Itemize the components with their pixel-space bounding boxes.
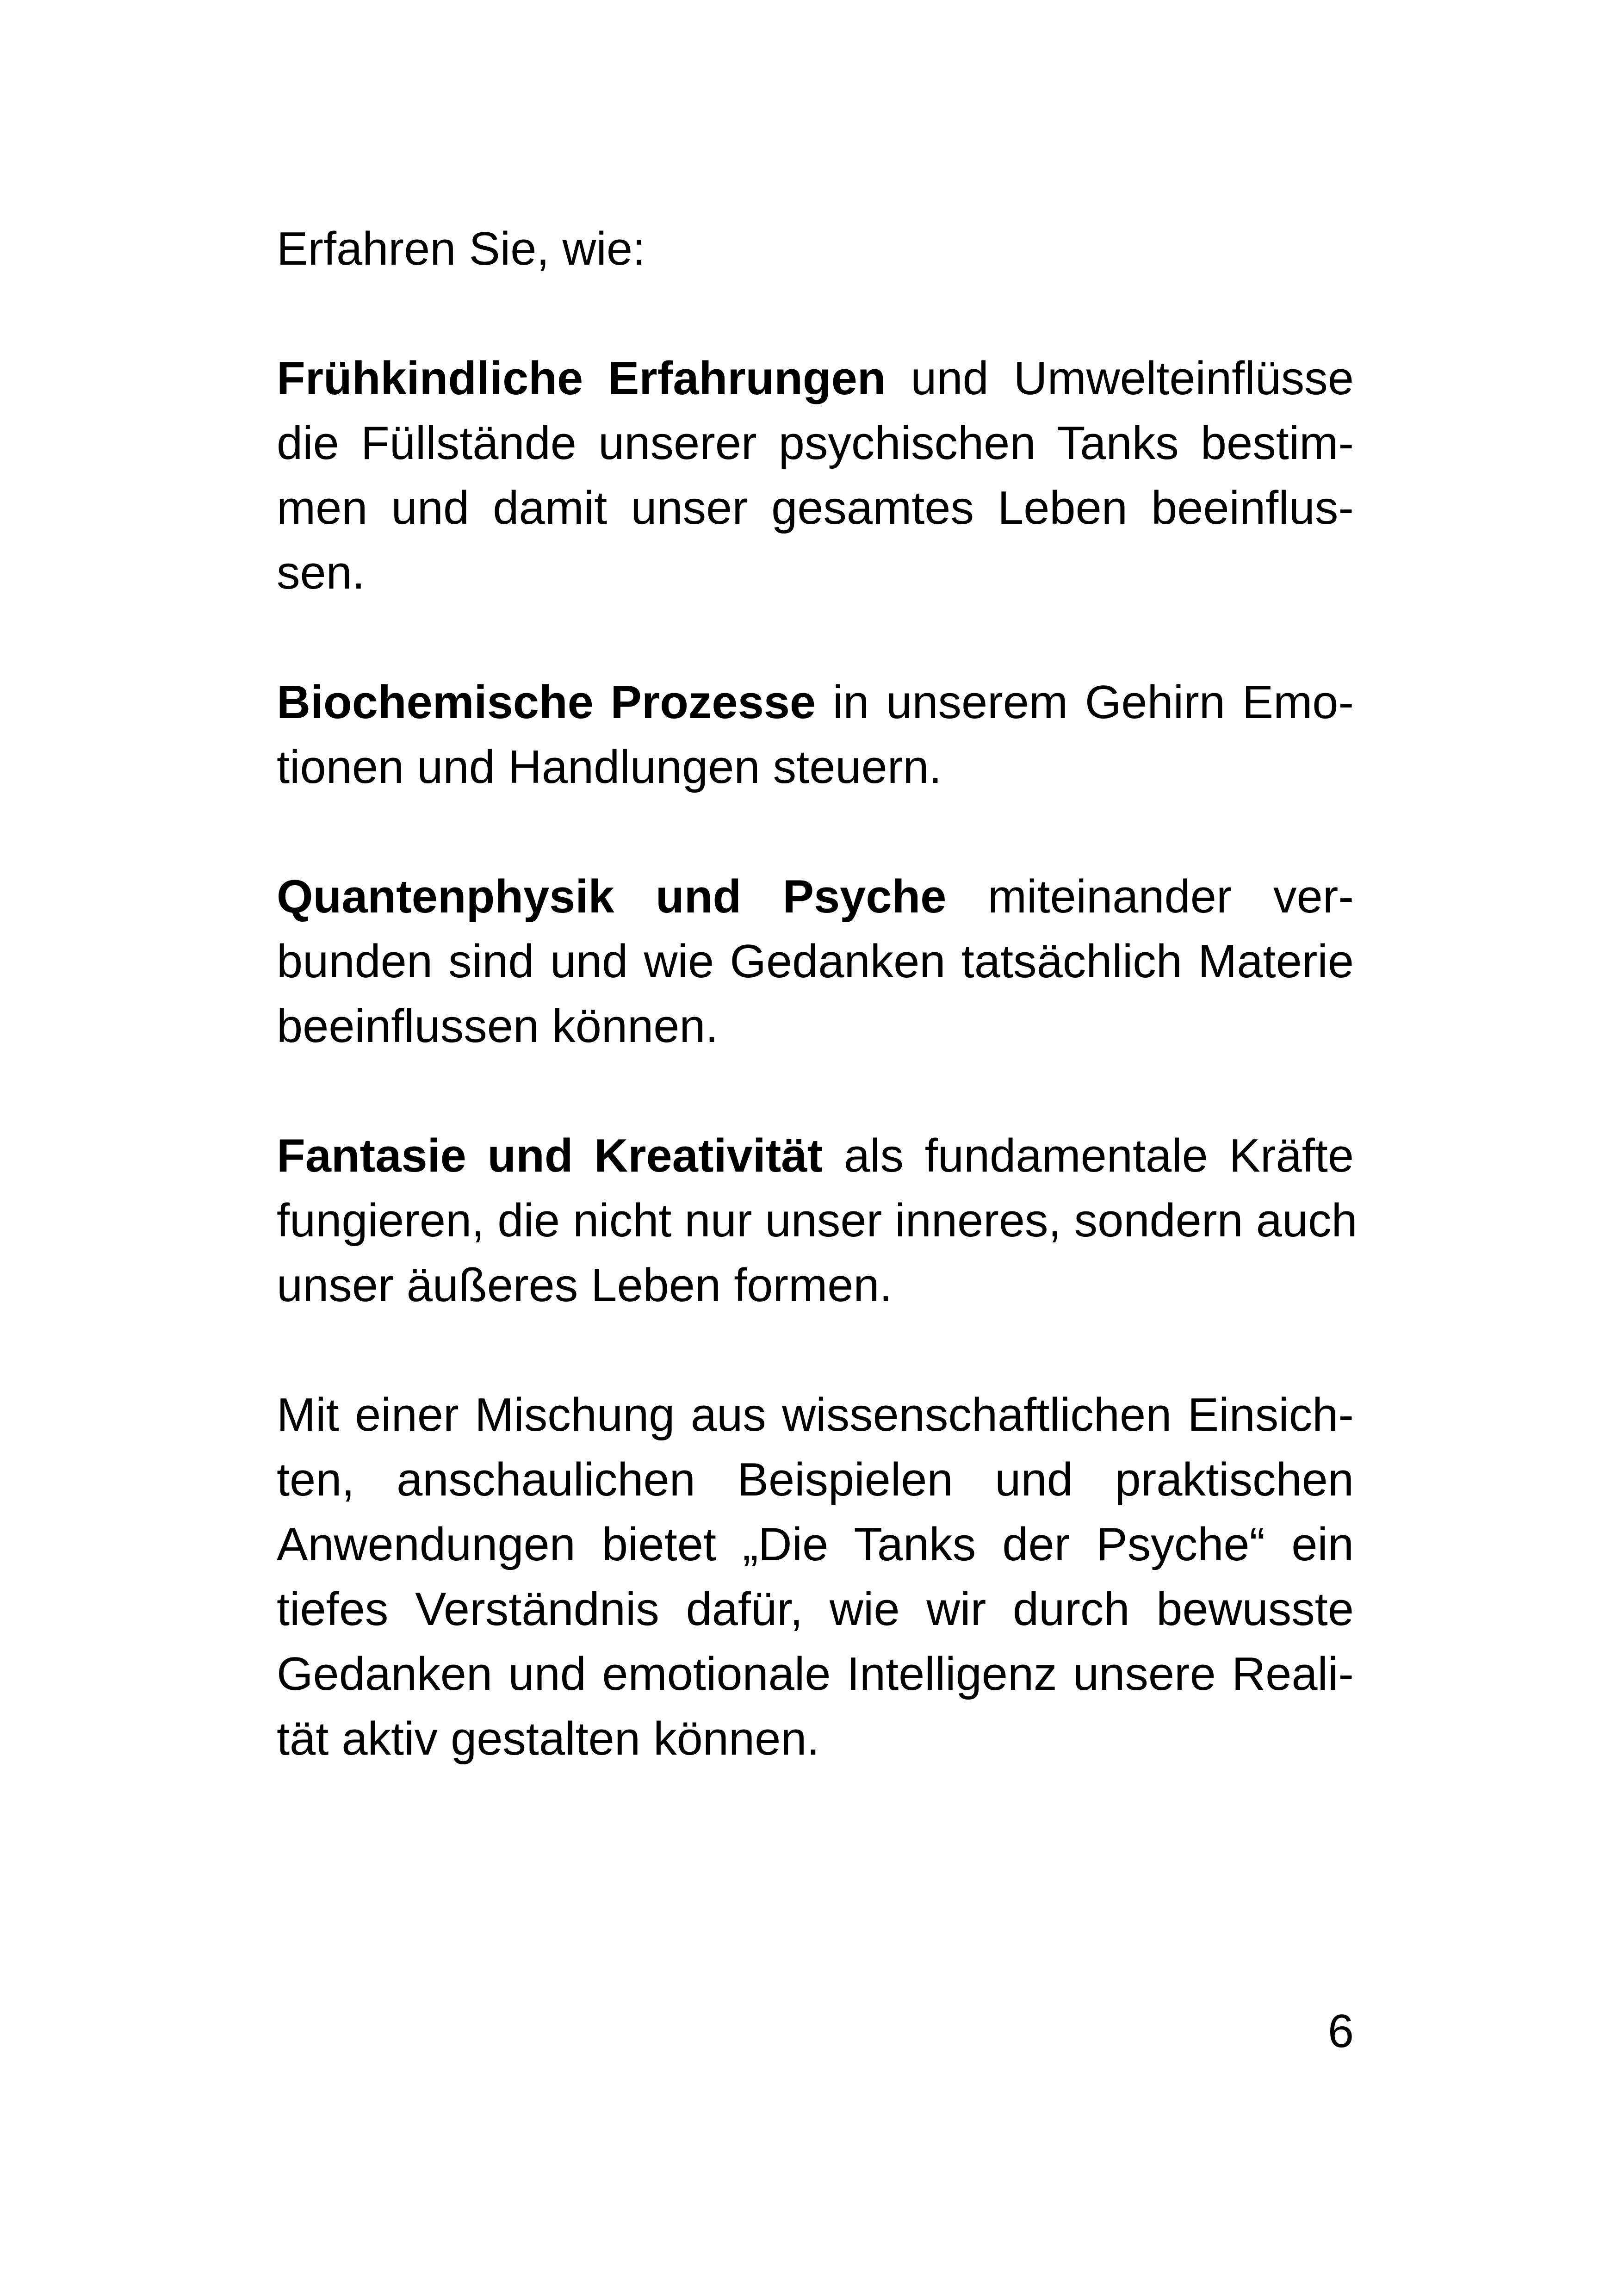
- bold-phrase: Frühkindliche Erfahrungen: [277, 353, 886, 404]
- line-text: ten, anschaulichen Beispielen und praktischen: [277, 1454, 1354, 1506]
- line-text: men und damit unser gesamtes Leben beeinflus-: [277, 482, 1354, 534]
- text-line: [277, 1577, 1354, 1642]
- text-line: [277, 476, 1354, 540]
- paragraph: [277, 346, 1354, 605]
- text-line: [277, 1253, 1354, 1318]
- line-text: in unserem Gehirn Emo-: [816, 676, 1354, 728]
- text-line: [277, 1447, 1354, 1512]
- text-line: [277, 735, 1354, 800]
- text-line: [277, 994, 1354, 1059]
- line-text: Anwendungen bietet „Die Tanks der Psyche“ ein: [277, 1519, 1354, 1570]
- paragraph: [277, 864, 1354, 1059]
- line-text: tionen und Handlungen steuern.: [277, 741, 942, 793]
- bold-phrase: Fantasie und Kreativität: [277, 1130, 823, 1182]
- line-text: als fundamentale Kräfte: [823, 1130, 1354, 1182]
- text-line: [277, 864, 1354, 929]
- intro-text: Erfahren Sie, wie:: [277, 223, 646, 275]
- text-line: [277, 929, 1354, 994]
- line-text: und Umwelteinflüsse: [886, 353, 1354, 404]
- text-line: [277, 346, 1354, 411]
- line-text: miteinander ver-: [946, 871, 1354, 923]
- text-line: [277, 1642, 1354, 1706]
- text-line: [277, 411, 1354, 476]
- line-text: fungieren, die nicht nur unser inneres, sondern auch: [277, 1195, 1358, 1247]
- line-text: unser äußeres Leben formen.: [277, 1260, 893, 1311]
- text-line: [277, 1383, 1354, 1447]
- paragraph-list: [277, 346, 1358, 1771]
- line-text: beeinflussen können.: [277, 1000, 719, 1052]
- line-text: sen.: [277, 547, 365, 599]
- line-text: Gedanken und emotionale Intelligenz unsere Reali-: [277, 1648, 1354, 1700]
- page-body: [277, 217, 1358, 1771]
- line-text: bunden sind und wie Gedanken tatsächlich Materie: [277, 936, 1354, 987]
- bold-phrase: Quantenphysik und Psyche: [277, 871, 947, 923]
- line-text: die Füllstände unserer psychischen Tanks bestim-: [277, 417, 1354, 469]
- line-text: tiefes Verständnis dafür, wie wir durch bewusste: [277, 1583, 1354, 1635]
- text-line: [277, 540, 1354, 605]
- paragraph: [277, 670, 1354, 800]
- line-text: tät aktiv gestalten können.: [277, 1713, 820, 1765]
- text-line: [277, 1123, 1354, 1188]
- bold-phrase: Biochemische Prozesse: [277, 676, 816, 728]
- line-text: Mit einer Mischung aus wissenschaftlichen Einsich-: [277, 1389, 1354, 1441]
- page-number: 6: [1327, 2005, 1354, 2057]
- text-line: [277, 1188, 1358, 1253]
- paragraph: [277, 1123, 1358, 1318]
- text-line: [277, 1706, 1354, 1771]
- text-line: [277, 1512, 1354, 1577]
- paragraph: [277, 1383, 1354, 1771]
- text-line: [277, 670, 1354, 735]
